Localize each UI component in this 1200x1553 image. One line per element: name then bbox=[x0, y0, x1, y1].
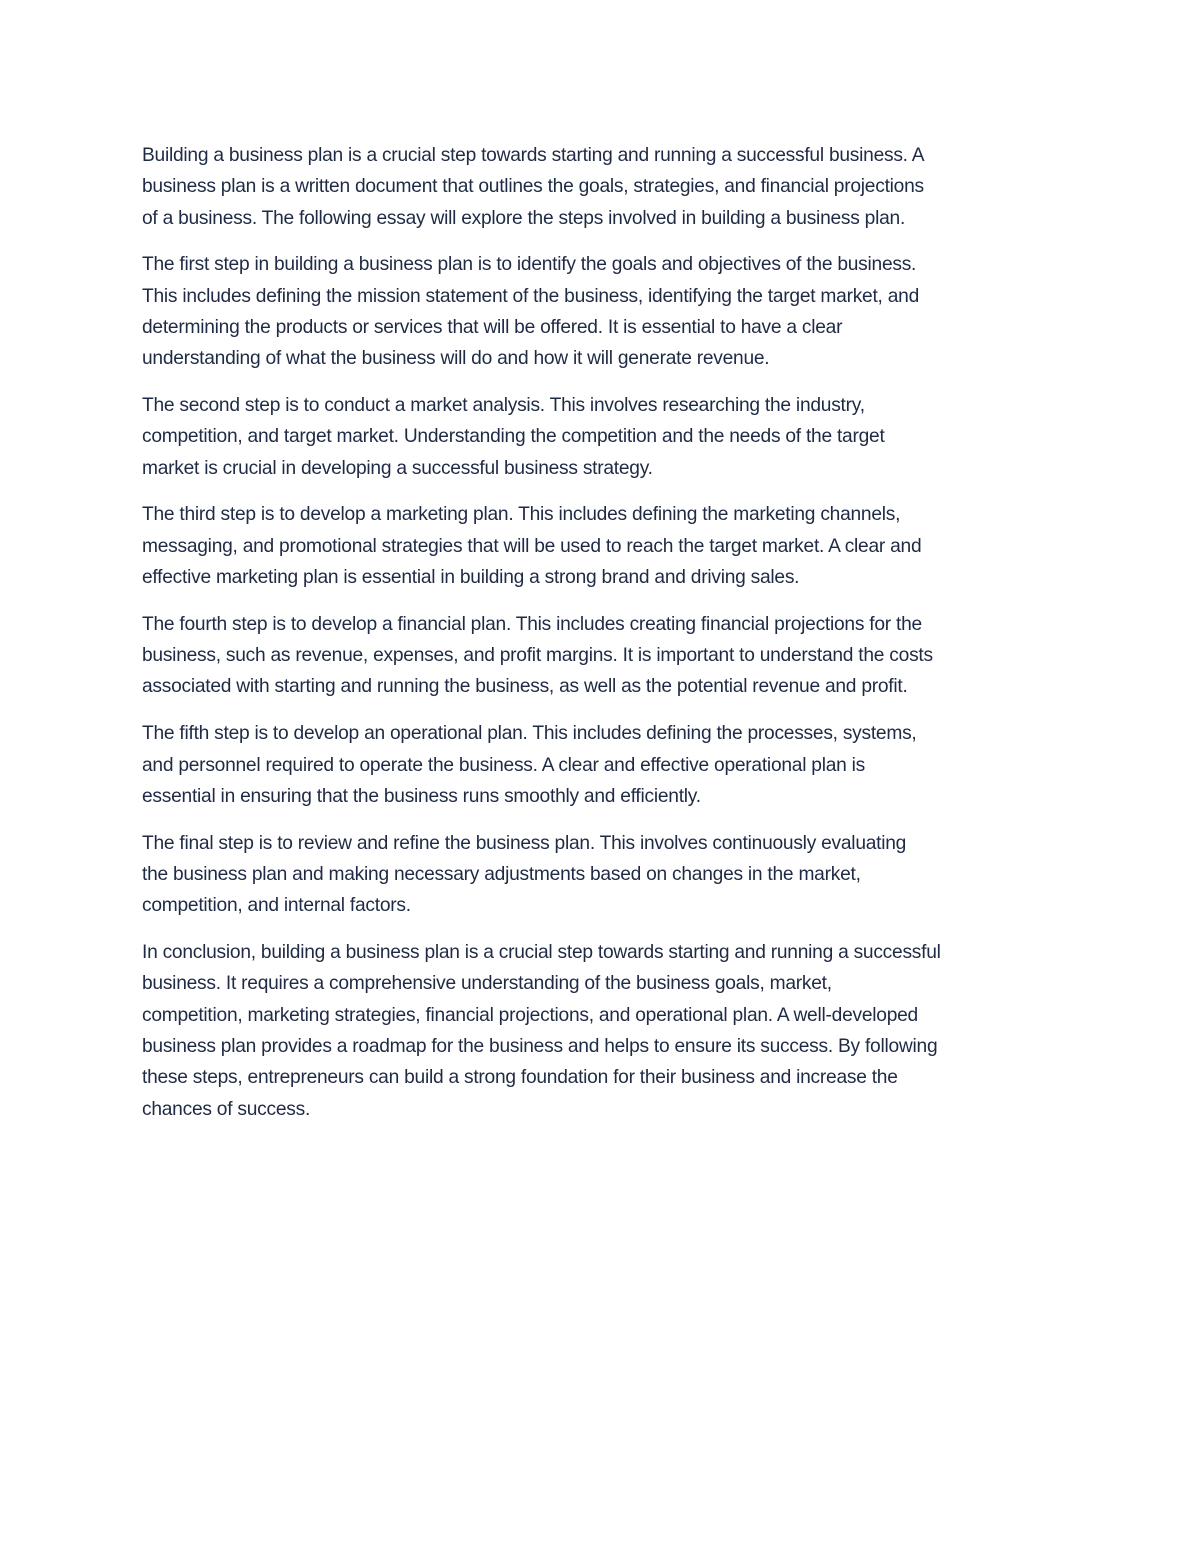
text-line: essential in ensuring that the business runs smoothly and efficiently. bbox=[142, 785, 701, 807]
text-line: The first step in building a business plan is to identify the goals and objectives of the business. bbox=[142, 254, 917, 276]
text-line: business, such as revenue, expenses, and profit margins. It is important to understand the costs bbox=[142, 645, 933, 667]
text-line: The fourth step is to develop a financial plan. This includes creating financial projections for the bbox=[142, 613, 922, 635]
text-line: competition, marketing strategies, financial projections, and operational plan. A well-developed bbox=[142, 1004, 918, 1026]
text-line: associated with starting and running the business, as well as the potential revenue and profit. bbox=[142, 676, 908, 698]
text-line: messaging, and promotional strategies that will be used to reach the target market. A clear and bbox=[142, 535, 922, 557]
text-line: The third step is to develop a marketing plan. This includes defining the marketing channels, bbox=[142, 504, 901, 526]
text-line: business. It requires a comprehensive understanding of the business goals, market, bbox=[142, 973, 832, 995]
text-line: This includes defining the mission statement of the business, identifying the target market, and bbox=[142, 285, 919, 307]
text-line: competition, and internal factors. bbox=[142, 895, 411, 917]
text-line: The fifth step is to develop an operational plan. This includes defining the processes, systems, bbox=[142, 723, 917, 745]
paragraph-second-step bbox=[142, 390, 1067, 484]
text-line: The final step is to review and refine the business plan. This involves continuously evaluating bbox=[142, 832, 907, 854]
paragraph-first-step bbox=[142, 249, 1067, 374]
text-line: competition, and target market. Understanding the competition and the needs of the target bbox=[142, 426, 885, 448]
text-line: market is crucial in developing a successful business strategy. bbox=[142, 457, 653, 479]
text-line: of a business. The following essay will explore the steps involved in building a business plan. bbox=[142, 207, 906, 229]
text-line: Building a business plan is a crucial step towards starting and running a successful business. A bbox=[142, 145, 925, 166]
paragraph-third-step bbox=[142, 499, 1067, 593]
text-line: In conclusion, building a business plan is a crucial step towards starting and running a successful bbox=[142, 942, 941, 964]
text-line: and personnel required to operate the business. A clear and effective operational plan is bbox=[142, 754, 866, 776]
paragraph-conclusion bbox=[142, 937, 1067, 1125]
paragraph-final-step bbox=[142, 828, 1067, 922]
text-line: chances of success. bbox=[142, 1098, 311, 1120]
text-line: effective marketing plan is essential in building a strong brand and driving sales. bbox=[142, 567, 800, 589]
paragraph-fourth-step bbox=[142, 609, 1067, 703]
text-line: the business plan and making necessary adjustments based on changes in the market, bbox=[142, 863, 861, 885]
text-line: The second step is to conduct a market analysis. This involves researching the industry, bbox=[142, 395, 865, 417]
document-body bbox=[142, 140, 1067, 1140]
text-line: business plan provides a roadmap for the business and helps to ensure its success. By following bbox=[142, 1035, 938, 1057]
text-line: understanding of what the business will do and how it will generate revenue. bbox=[142, 348, 770, 370]
text-line: determining the products or services that will be offered. It is essential to have a clear bbox=[142, 316, 843, 338]
text-line: business plan is a written document that outlines the goals, strategies, and financial projections bbox=[142, 176, 924, 198]
paragraph-intro bbox=[142, 140, 1067, 234]
paragraph-fifth-step bbox=[142, 718, 1067, 812]
text-line: these steps, entrepreneurs can build a strong foundation for their business and increase the bbox=[142, 1067, 898, 1089]
